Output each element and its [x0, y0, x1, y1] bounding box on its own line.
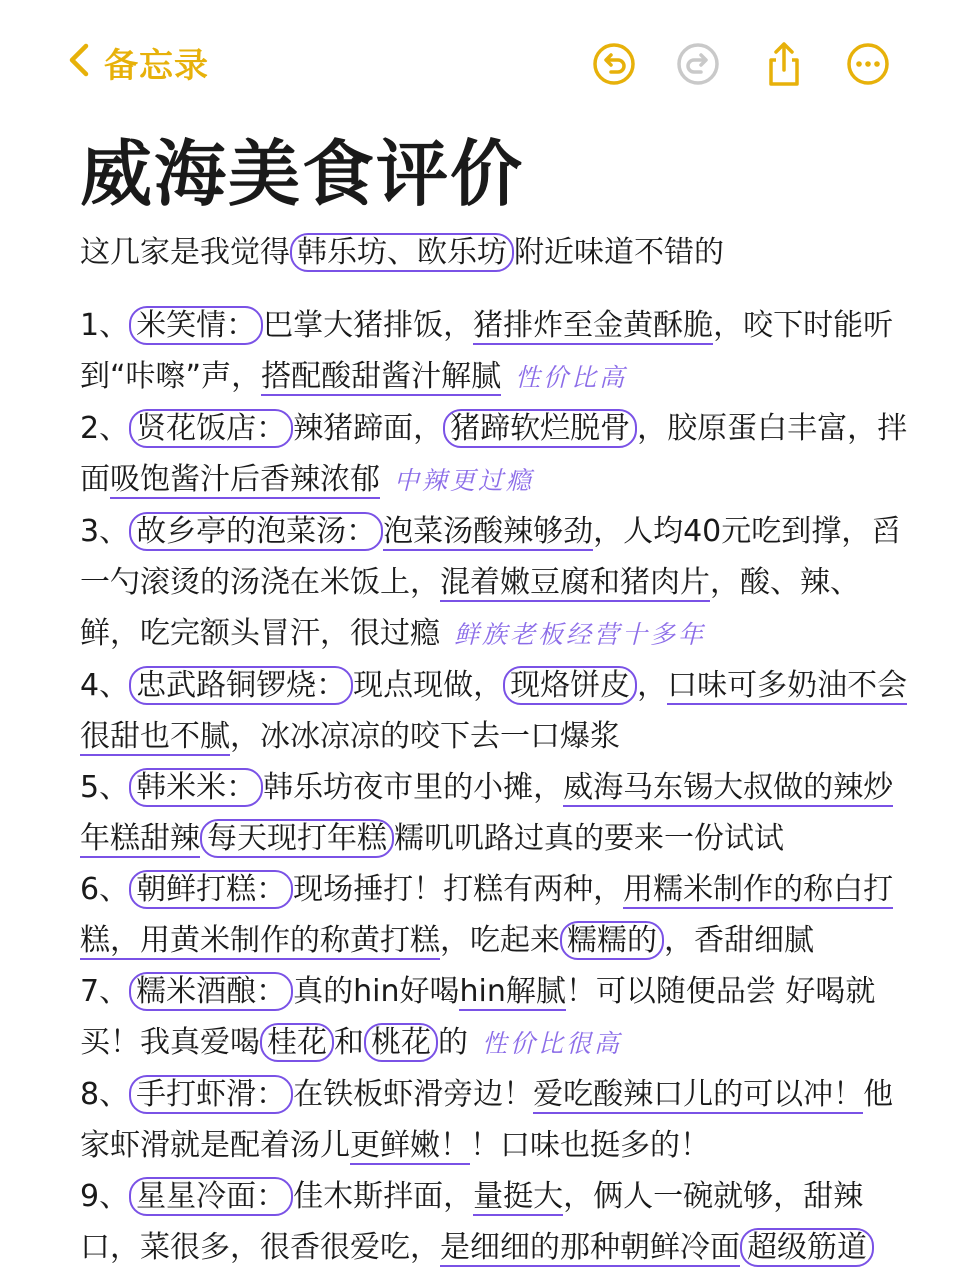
item-text: ，咬下时能听到“咔嚓”声，: [80, 308, 894, 394]
item-text: 辣猪蹄面，: [293, 411, 444, 446]
list-item: [80, 966, 910, 1069]
handwritten-note: 性价比高: [515, 363, 628, 392]
back-label: 备忘录: [104, 45, 209, 86]
circled-text: 米笑情：: [129, 306, 263, 345]
item-text: 8、: [80, 1077, 130, 1112]
item-text: 5、: [80, 770, 130, 805]
circled-text: 朝鲜打糕：: [129, 870, 293, 909]
underlined-text: 吸饱酱汁后香辣浓郁: [110, 462, 380, 497]
item-text: ，酸、辣、鲜，吃完额头冒汗，很过瘾: [80, 565, 860, 651]
subtitle-text: 附近味道不错的: [514, 235, 724, 270]
item-text: ，冰冰凉凉的咬下去一口爆浆: [230, 719, 620, 754]
note-title: 威海美食评价: [80, 132, 525, 216]
item-text: 韩乐坊夜市里的小摊，: [263, 770, 564, 805]
circled-text: 超级筋道: [740, 1228, 874, 1267]
circled-text: 贤花饭店：: [129, 409, 293, 448]
share-icon[interactable]: [760, 40, 808, 88]
list-item: [80, 660, 910, 762]
underlined-text: 混着嫩豆腐和猪肉片: [440, 565, 710, 600]
item-text: 4、: [80, 668, 130, 703]
item-text: 在铁板虾滑旁边！: [293, 1077, 534, 1112]
handwritten-note: 中辣更过瘾: [394, 466, 535, 495]
more-icon[interactable]: [844, 40, 892, 88]
item-text: 9、: [80, 1179, 130, 1214]
item-text: ！口味也挺多的！: [470, 1128, 710, 1163]
item-text: ，香甜细腻: [664, 923, 814, 958]
item-text: 3、: [80, 514, 130, 549]
circled-text: 桃花: [364, 1023, 438, 1062]
circled-text: 手打虾滑：: [129, 1075, 293, 1114]
circled-text: 忠武路铜锣烧：: [129, 666, 353, 705]
circled-text: 每天现打年糕: [200, 819, 394, 858]
item-text: ，: [637, 668, 668, 703]
item-text: 现场捶打！打糕有两种，: [293, 872, 624, 907]
top-toolbar: [0, 0, 960, 120]
item-text: 6、: [80, 872, 130, 907]
list-item: [80, 1171, 910, 1273]
underlined-text: 搭配酸甜酱汁解腻: [261, 359, 502, 394]
item-text: 和: [334, 1025, 364, 1060]
undo-icon[interactable]: [590, 40, 638, 88]
handwritten-note: 鲜族老板经营十多年: [454, 620, 707, 649]
subtitle-text: 这几家是我觉得: [80, 235, 290, 270]
item-text: 的: [438, 1025, 468, 1060]
list-item: [80, 403, 910, 506]
list-item: [80, 864, 910, 966]
note-subtitle: [80, 228, 724, 278]
chevron-left-icon: [64, 40, 94, 84]
underlined-text: 用糯米制作的称白打糕，用黄米制作的称黄打糕: [80, 872, 894, 958]
item-text: 他家虾滑就是配着汤儿: [80, 1077, 894, 1163]
food-review-list: [80, 300, 910, 1273]
item-text: 现点现做，: [353, 668, 504, 703]
circled-text: 猪蹄软烂脱骨: [443, 409, 637, 448]
underlined-text: 是细细的那种朝鲜冷面: [440, 1230, 740, 1265]
underlined-text: 威海马东锡大叔做的辣炒年糕甜辣: [80, 770, 894, 856]
underlined-text: 泡菜汤酸辣够劲: [383, 514, 594, 549]
back-button[interactable]: [64, 36, 209, 88]
item-text: 1、: [80, 308, 130, 343]
item-text: 2、: [80, 411, 130, 446]
redo-icon[interactable]: [674, 40, 722, 88]
subtitle-highlight: 韩乐坊、欧乐坊: [290, 233, 514, 272]
circled-text: 星星冷面：: [129, 1177, 293, 1216]
underlined-text: hin解腻: [459, 974, 566, 1009]
circled-text: 糯糯的: [560, 921, 664, 960]
circled-text: 韩米米：: [129, 768, 263, 807]
item-text: 真的hin好喝: [293, 974, 460, 1009]
underlined-text: 口味可多奶油不会很甜也不腻: [80, 668, 908, 754]
handwritten-note: 性价比很高: [482, 1029, 623, 1058]
item-text: ！可以随便品尝 好喝就买！我真爱喝: [80, 974, 876, 1060]
circled-text: 故乡亭的泡菜汤：: [129, 512, 383, 551]
circled-text: 现烙饼皮: [503, 666, 637, 705]
underlined-text: 爱吃酸辣口儿的可以冲！: [533, 1077, 864, 1112]
item-text: ，俩人一碗就够，甜辣口，菜很多，很香很爱吃，: [80, 1179, 864, 1265]
item-text: 佳木斯拌面，: [293, 1179, 474, 1214]
list-item: [80, 1069, 910, 1171]
list-item: [80, 300, 910, 403]
item-text: ，吃起来: [440, 923, 560, 958]
list-item: [80, 762, 910, 864]
item-text: 巴掌大猪排饭，: [263, 308, 474, 343]
item-text: ，胶原蛋白丰富，拌面: [80, 411, 908, 497]
circled-text: 桂花: [260, 1023, 334, 1062]
circled-text: 糯米酒酿：: [129, 972, 293, 1011]
item-text: ，人均40元吃到撑，舀一勺滚烫的汤浇在米饭上，: [80, 514, 902, 600]
list-item: [80, 506, 910, 660]
item-text: 7、: [80, 974, 130, 1009]
underlined-text: 量挺大: [473, 1179, 564, 1214]
underlined-text: 更鲜嫩！: [350, 1128, 470, 1163]
item-text: 糯叽叽路过真的要来一份试试: [394, 821, 784, 856]
underlined-text: 猪排炸至金黄酥脆: [473, 308, 714, 343]
